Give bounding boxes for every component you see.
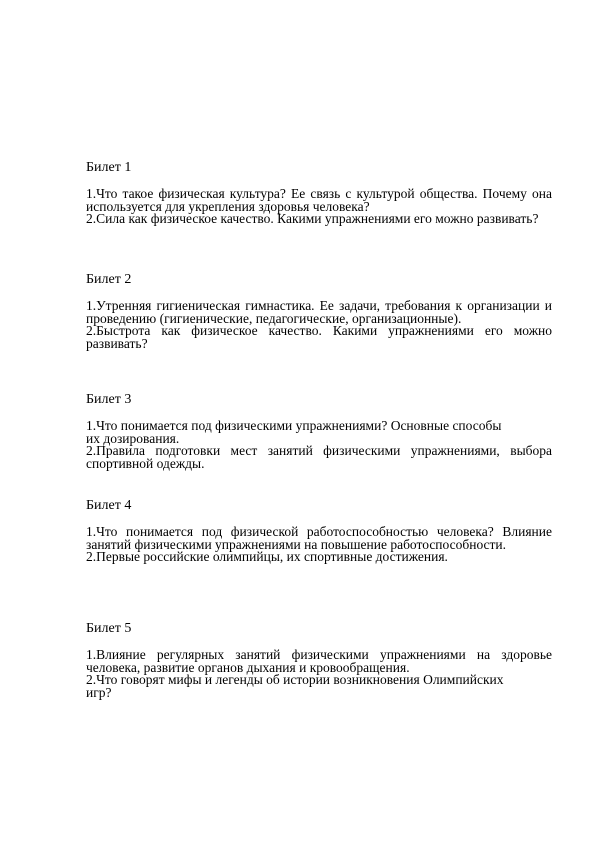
ticket-title: Билет 4: [86, 498, 132, 513]
ticket-questions: [86, 420, 552, 470]
ticket-questions: [86, 526, 552, 564]
question-1: 1.Что понимается под физической работоспособностью человека? Влияние занятий физическими упражнениями на повышение работоспособности.: [86, 524, 552, 552]
question-2: 2.Сила как физическое качество. Какими упражнениями его можно развивать?: [86, 211, 539, 226]
ticket-questions: [86, 188, 552, 226]
question-2: 2.Быстрота как физическое качество. Какими упражнениями его можно развивать?: [86, 323, 552, 351]
ticket-4: [86, 498, 552, 564]
question-2: 2.Правила подготовки мест занятий физическими упражнениями, выбора спортивной одежды.: [86, 443, 552, 471]
ticket-3: [86, 392, 552, 470]
ticket-2: [86, 272, 552, 350]
question-1: 1.Что понимается под физическими упражнениями? Основные способы их дозирования.: [86, 418, 502, 446]
ticket-questions: [86, 649, 552, 699]
ticket-title: Билет 2: [86, 272, 132, 287]
ticket-questions: [86, 300, 552, 350]
ticket-title: Билет 1: [86, 160, 132, 175]
ticket-1: [86, 160, 552, 226]
question-1: 1.Утренняя гигиеническая гимнастика. Ее задачи, требования к организации и проведению (гигиенические, педагогические, организационные).: [86, 298, 552, 326]
ticket-title: Билет 3: [86, 392, 132, 407]
question-1: 1.Что такое физическая культура? Ее связь с культурой общества. Почему она используется для укрепления здоровья человека?: [86, 186, 552, 214]
question-2: 2.Первые российские олимпийцы, их спортивные достижения.: [86, 549, 448, 564]
question-2: 2.Что говорят мифы и легенды об истории возникновения Олимпийских игр?: [86, 672, 504, 700]
ticket-title: Билет 5: [86, 621, 132, 636]
ticket-5: [86, 621, 552, 699]
question-1: 1.Влияние регулярных занятий физическими упражнениями на здоровье человека, развитие органов дыхания и кровообращения.: [86, 647, 552, 675]
